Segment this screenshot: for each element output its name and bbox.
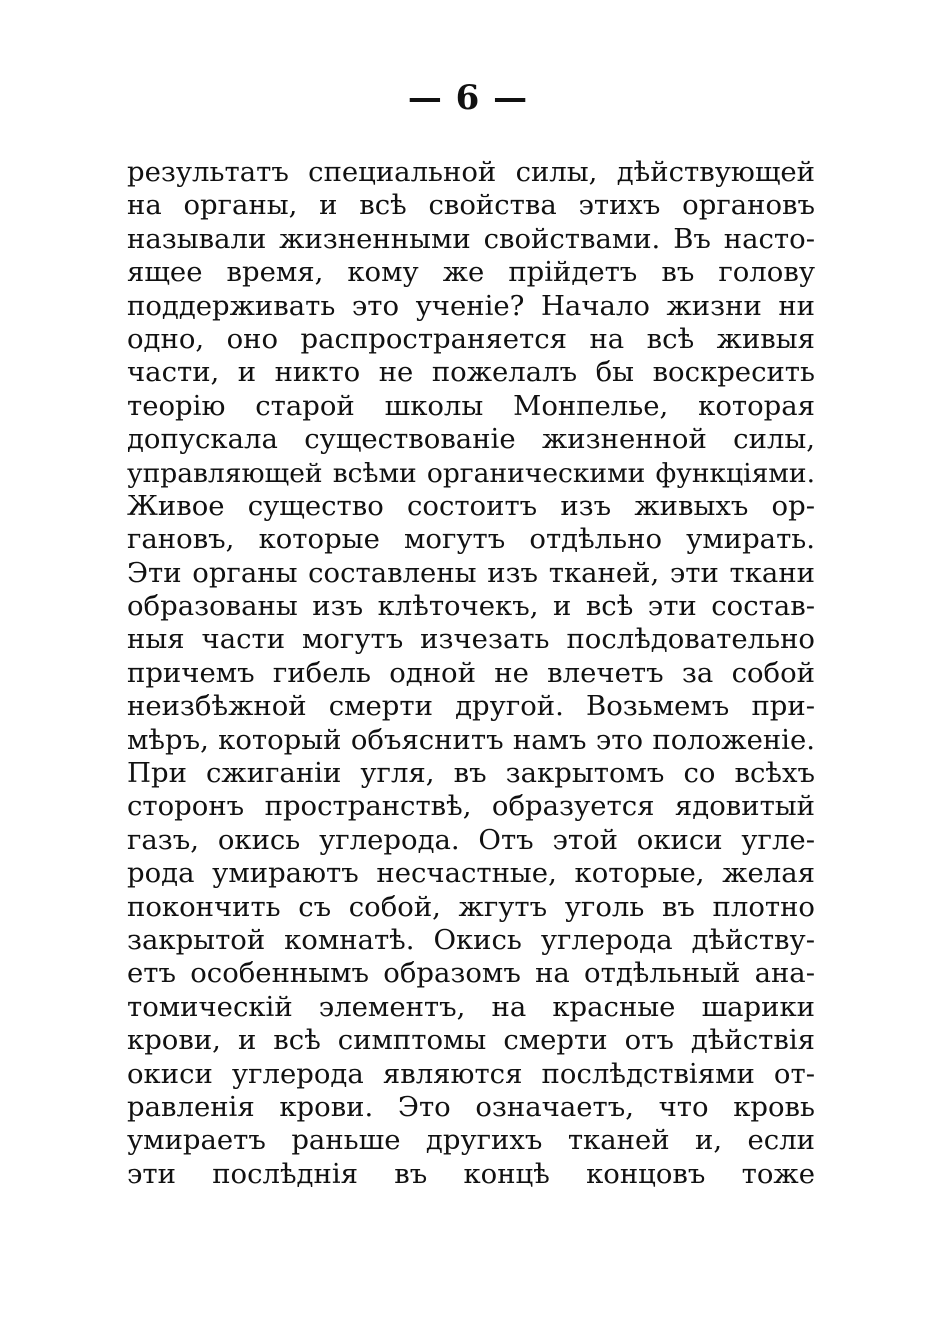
- text-line: Эти органы составлены изъ тканей, эти ткани: [127, 556, 815, 589]
- text-line: части, и никто не пожелалъ бы воскресить: [127, 356, 815, 389]
- text-line: на органы, и всѣ свойства этихъ органовъ: [127, 189, 815, 222]
- text-line: эти послѣднія въ концѣ концовъ тоже: [127, 1157, 815, 1190]
- text-line: одно, оно распространяется на всѣ живыя: [127, 322, 815, 355]
- text-line: крови, и всѣ симптомы смерти отъ дѣйствія: [127, 1024, 815, 1057]
- text-line: сторонъ пространствѣ, образуется ядовитый: [127, 790, 815, 823]
- text-line: При сжиганіи угля, въ закрытомъ со всѣхъ: [127, 757, 815, 790]
- page-number: — 6 —: [407, 78, 529, 118]
- text-line: поддерживать это ученіе? Начало жизни ни: [127, 289, 815, 322]
- text-line: мѣръ, который объяснитъ намъ это положеніе.: [127, 723, 815, 756]
- text-line: окиси углерода являются послѣдствіями от-: [127, 1057, 815, 1090]
- text-line: результатъ специальной силы, дѣйствующей: [127, 156, 815, 188]
- text-line: гановъ, которые могутъ отдѣльно умирать.: [127, 523, 815, 556]
- text-line: ныя части могутъ изчезать послѣдовательно: [127, 623, 815, 656]
- text-line: покончить съ собой, жгутъ уголь въ плотно: [127, 890, 815, 923]
- text-line: закрытой комнатѣ. Окись углерода дѣйству-: [127, 923, 815, 956]
- text-line: рода умираютъ несчастные, которые, желая: [127, 857, 815, 890]
- text-line: ящее время, кому же прійдетъ въ голову: [127, 256, 815, 289]
- text-line: Живое существо состоитъ изъ живыхъ ор-: [127, 489, 815, 522]
- text-line: называли жизненными свойствами. Въ насто-: [127, 222, 815, 255]
- text-line: равленія крови. Это означаетъ, что кровь: [127, 1090, 815, 1123]
- text-line: томическій элементъ, на красные шарики: [127, 990, 815, 1023]
- text-line: образованы изъ клѣточекъ, и всѣ эти состав-: [127, 590, 815, 623]
- text-line: допускала существованіе жизненной силы,: [127, 423, 815, 456]
- text-line: неизбѣжной смерти другой. Возьмемъ при-: [127, 690, 815, 723]
- text-line: теорію старой школы Монпелье, которая: [127, 389, 815, 422]
- text-line: умираетъ раньше другихъ тканей и, если: [127, 1124, 815, 1157]
- body-text: [127, 156, 815, 1191]
- text-line: причемъ гибель одной не влечетъ за собой: [127, 656, 815, 689]
- text-line: газъ, окись углерода. Отъ этой окиси угле-: [127, 823, 815, 856]
- text-line: етъ особеннымъ образомъ на отдѣльный ана-: [127, 957, 815, 990]
- text-line: управляющей всѣми органическими функціями.: [127, 457, 815, 489]
